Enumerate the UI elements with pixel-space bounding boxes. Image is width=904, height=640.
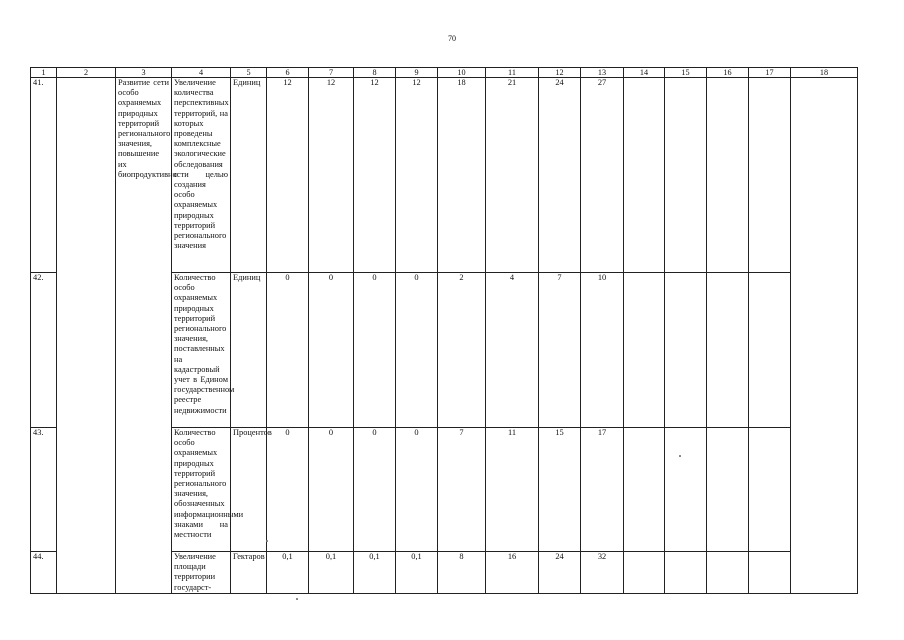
row-number: 42. [31, 273, 57, 428]
value-cell: 0 [396, 273, 438, 428]
value-cell: 12 [354, 78, 396, 273]
row-number: 41. [31, 78, 57, 273]
value-cell: 7 [539, 273, 581, 428]
value-cell: 16 [486, 552, 539, 594]
value-cell: 0,1 [309, 552, 354, 594]
column-header: 5 [231, 68, 267, 78]
value-cell: 12 [396, 78, 438, 273]
value-cell: 32 [581, 552, 624, 594]
indicator-cell: Увеличение количества перспективных территорий, на которых проведены комплексные экологические обследования с целью создания особо охраняемых природных территорий регионального значения [172, 78, 231, 273]
value-cell: 24 [539, 78, 581, 273]
column-header: 7 [309, 68, 354, 78]
value-cell: 0 [267, 273, 309, 428]
column-header: 17 [749, 68, 791, 78]
empty-cell [749, 428, 791, 552]
row-number: 43. [31, 428, 57, 552]
column-header: 10 [438, 68, 486, 78]
value-cell: 12 [309, 78, 354, 273]
empty-cell [791, 78, 858, 594]
value-cell: 0 [396, 428, 438, 552]
column-header: 3 [116, 68, 172, 78]
indicator-cell: Количество особо охраняемых природных территорий регионального значения, поставленных на кадастровый учет в Едином государственном реестре недвижимости [172, 273, 231, 428]
column-header: 6 [267, 68, 309, 78]
row-number: 44. [31, 552, 57, 594]
indicator-cell: Увеличение площади территории государст- [172, 552, 231, 594]
column-header: 14 [624, 68, 665, 78]
empty-cell [624, 428, 665, 552]
value-cell: 4 [486, 273, 539, 428]
column-header: 1 [31, 68, 57, 78]
value-cell: 17 [581, 428, 624, 552]
unit-cell: Единиц [231, 273, 267, 428]
value-cell: 0 [309, 428, 354, 552]
empty-cell [624, 78, 665, 273]
value-cell: 27 [581, 78, 624, 273]
value-cell: 0 [267, 428, 309, 552]
value-cell: 12 [267, 78, 309, 273]
empty-cell [665, 428, 707, 552]
column-header: 13 [581, 68, 624, 78]
value-cell: 24 [539, 552, 581, 594]
value-cell: 15 [539, 428, 581, 552]
value-cell: 2 [438, 273, 486, 428]
value-cell: 0 [309, 273, 354, 428]
column-header: 16 [707, 68, 749, 78]
column-header: 11 [486, 68, 539, 78]
value-cell: 7 [438, 428, 486, 552]
indicator-cell: Количество особо охраняемых природных территорий регионального значения, обозначенных информационными знаками на местности [172, 428, 231, 552]
table-row [31, 78, 858, 273]
empty-cell [665, 78, 707, 273]
indicators-table [30, 67, 858, 594]
empty-cell [57, 78, 116, 594]
empty-cell [749, 552, 791, 594]
column-header: 12 [539, 68, 581, 78]
column-header: 8 [354, 68, 396, 78]
column-header: 4 [172, 68, 231, 78]
column-header: 2 [57, 68, 116, 78]
empty-cell [624, 273, 665, 428]
empty-cell [665, 552, 707, 594]
column-header: 9 [396, 68, 438, 78]
unit-cell: Процентов [231, 428, 267, 552]
value-cell: 0 [354, 428, 396, 552]
empty-cell [707, 273, 749, 428]
scan-speck [266, 540, 268, 542]
page-number: 70 [448, 34, 456, 43]
value-cell: 0,1 [267, 552, 309, 594]
empty-cell [707, 78, 749, 273]
empty-cell [707, 428, 749, 552]
value-cell: 21 [486, 78, 539, 273]
value-cell: 10 [581, 273, 624, 428]
group-cell: Развитие сети особо охраняемых природных территорий регионального значения, повышение их биопродуктивности [116, 78, 172, 594]
empty-cell [749, 273, 791, 428]
empty-cell [665, 273, 707, 428]
empty-cell [707, 552, 749, 594]
value-cell: 0,1 [354, 552, 396, 594]
empty-cell [749, 78, 791, 273]
value-cell: 11 [486, 428, 539, 552]
column-header: 15 [665, 68, 707, 78]
value-cell: 18 [438, 78, 486, 273]
value-cell: 0 [354, 273, 396, 428]
scan-speck [296, 598, 298, 600]
value-cell: 8 [438, 552, 486, 594]
scan-speck [679, 455, 681, 457]
empty-cell [624, 552, 665, 594]
unit-cell: Единиц [231, 78, 267, 273]
value-cell: 0,1 [396, 552, 438, 594]
column-header: 18 [791, 68, 858, 78]
column-number-header-row [31, 68, 858, 78]
unit-cell: Гектаров [231, 552, 267, 594]
